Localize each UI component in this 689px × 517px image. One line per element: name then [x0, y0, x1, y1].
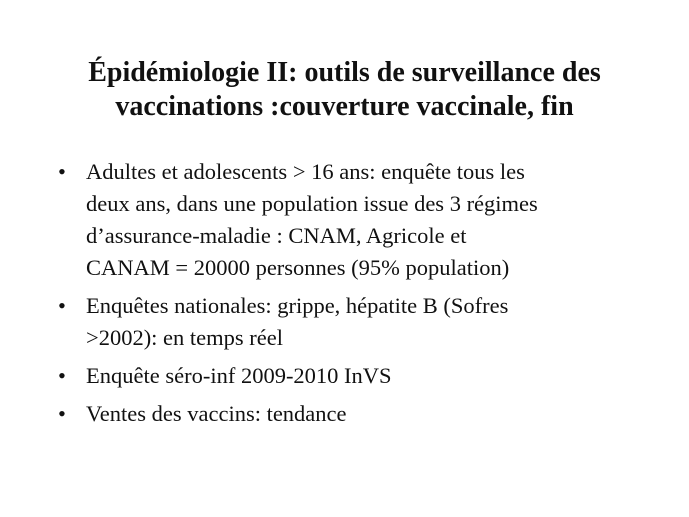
- bullet-text: [86, 290, 658, 354]
- bullet-line: Enquête séro-inf 2009-2010 InVS: [86, 363, 392, 388]
- title-line: Épidémiologie II: outils de surveillance des: [88, 57, 601, 88]
- bullet-line: Enquêtes nationales: grippe, hépatite B (Sofres: [86, 293, 509, 318]
- bullet-item-vaccine-sales: [58, 398, 658, 430]
- bullet-list: [58, 156, 658, 436]
- bullet-item-sero-survey: [58, 360, 658, 392]
- bullet-dot-icon: •: [58, 159, 66, 184]
- slide-title: [30, 56, 659, 124]
- bullet-text: [86, 156, 658, 284]
- bullet-text: [86, 360, 658, 392]
- bullet-line: deux ans, dans une population issue des 3 régimes: [86, 191, 538, 216]
- title-line: vaccinations :couverture vaccinale, fin: [115, 91, 574, 122]
- bullet-item-adults: [58, 156, 658, 284]
- bullet-line: CANAM = 20000 personnes (95% population): [86, 255, 510, 280]
- bullet-line: Ventes des vaccins: tendance: [86, 401, 347, 426]
- bullet-dot-icon: •: [58, 401, 66, 426]
- bullet-dot-icon: •: [58, 293, 66, 318]
- bullet-dot-icon: •: [58, 363, 66, 388]
- bullet-line: Adultes et adolescents > 16 ans: enquête tous les: [86, 159, 525, 184]
- bullet-item-national-surveys: [58, 290, 658, 354]
- bullet-line: d’assurance-maladie : CNAM, Agricole et: [86, 223, 467, 248]
- bullet-line: >2002): en temps réel: [86, 325, 284, 350]
- bullet-text: [86, 398, 658, 430]
